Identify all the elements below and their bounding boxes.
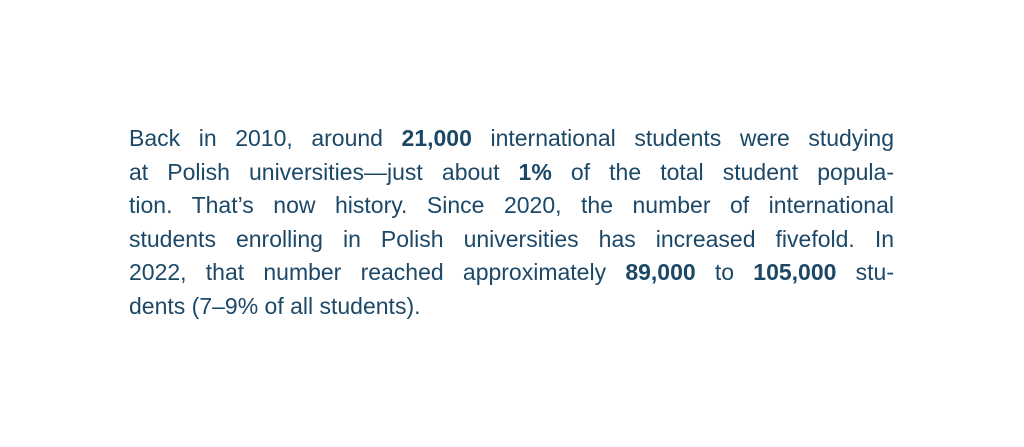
paragraph-line-5 — [129, 256, 894, 290]
text-run: tion. That’s now history. Since 2020, the number of international — [129, 192, 894, 218]
text-run: of the total student popula- — [551, 158, 894, 185]
text-run: dents (7–9% of all students). — [129, 292, 421, 319]
text-run: to — [695, 259, 754, 285]
text-run: students enrolling in Polish universities has increased fivefold. In — [129, 225, 894, 252]
highlighted-figure-105000: 105,000 — [753, 259, 837, 285]
text-run: stu- — [836, 259, 894, 285]
text-run: at Polish universities—just about — [129, 158, 519, 185]
highlighted-figure-21000: 21,000 — [401, 125, 472, 151]
text-run: international students were studying — [471, 125, 894, 151]
highlighted-figure-89000: 89,000 — [625, 259, 696, 285]
text-run: 2022, that number reached approximately — [129, 259, 626, 285]
paragraph-line-3 — [129, 189, 894, 223]
paragraph-line-4 — [129, 223, 894, 257]
paragraph-line-6 — [129, 290, 894, 324]
paragraph-line-2 — [129, 156, 894, 190]
highlighted-figure-1-percent: 1% — [518, 158, 552, 185]
body-paragraph — [129, 122, 894, 323]
text-run: Back in 2010, around — [129, 125, 402, 151]
paragraph-line-1 — [129, 122, 894, 156]
